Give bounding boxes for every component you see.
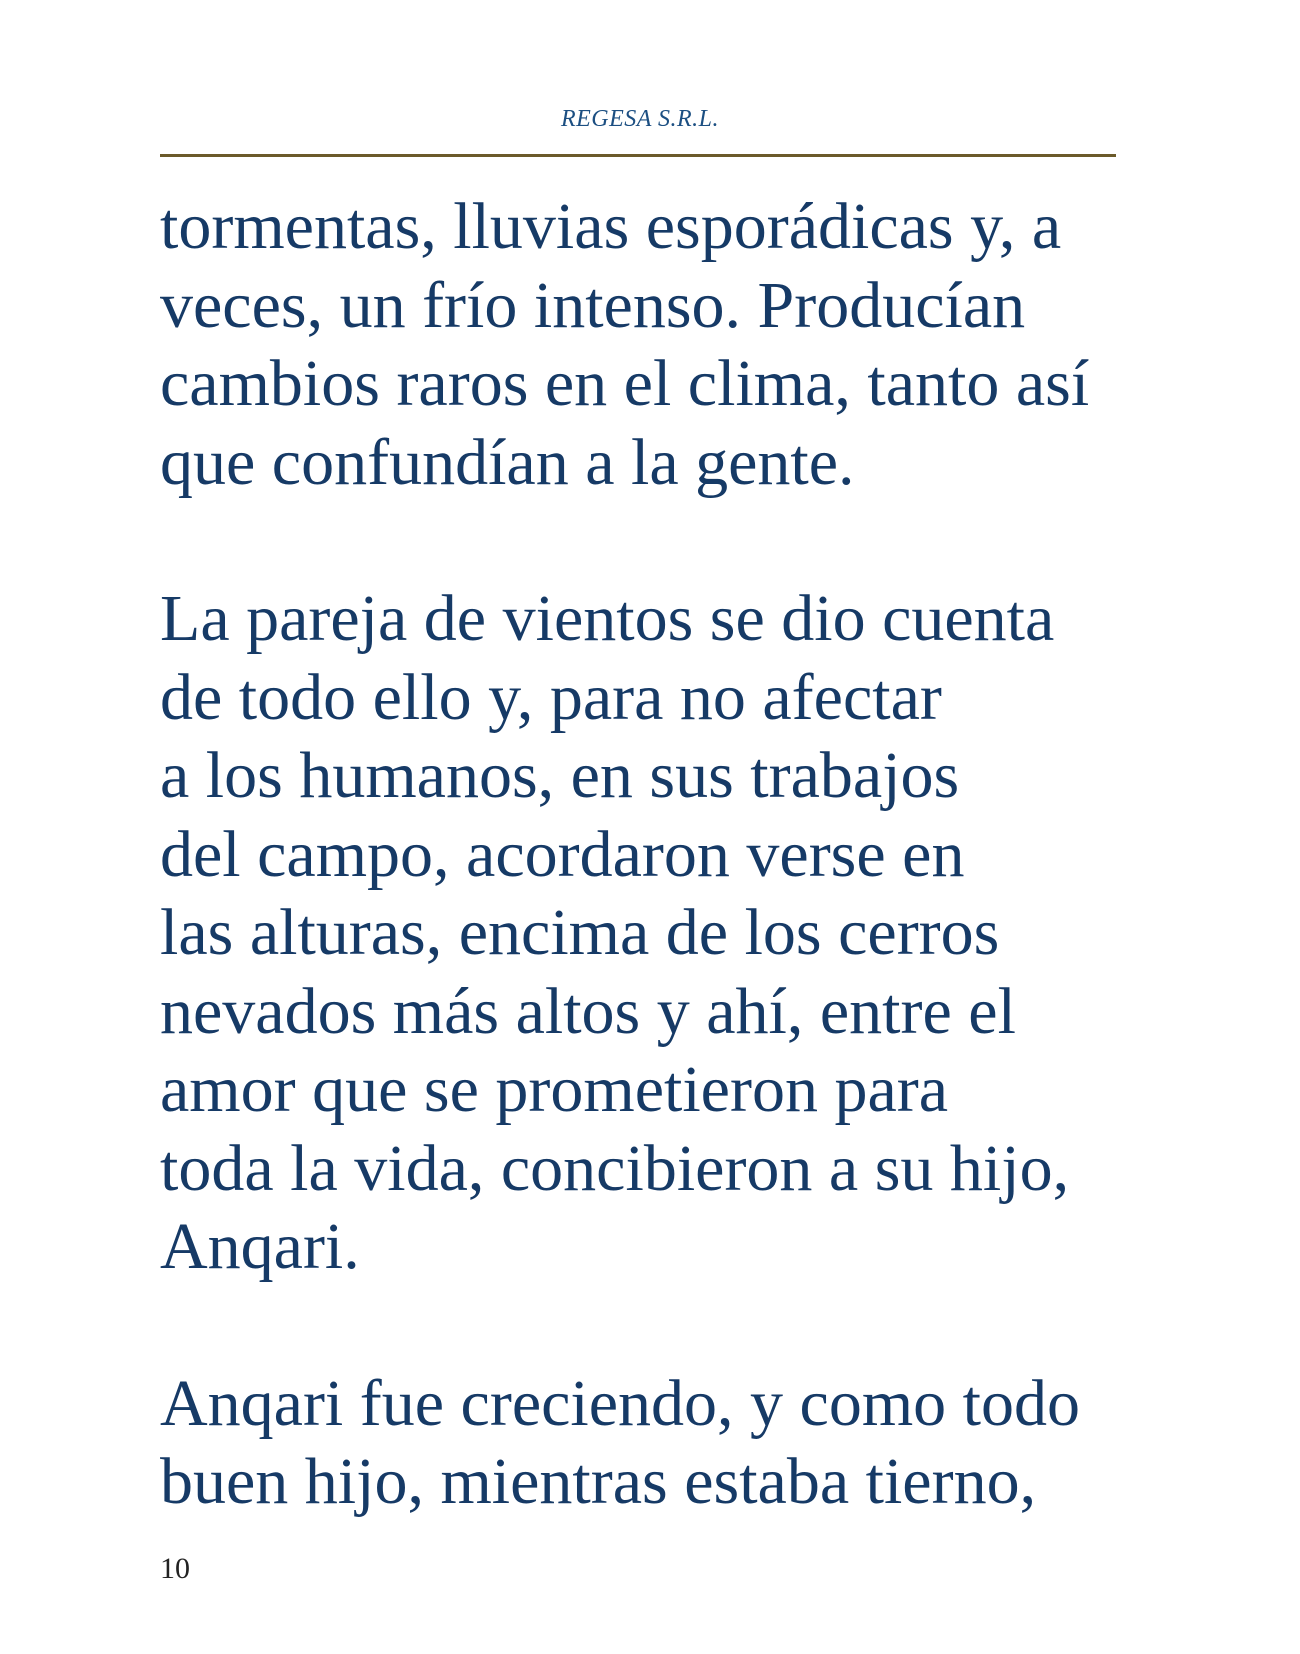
text-line: tormentas, lluvias esporádicas y, a xyxy=(160,190,1062,263)
header-divider xyxy=(160,154,1116,157)
text-line: nevados más altos y ahí, entre el xyxy=(160,974,1016,1048)
text-line: buen hijo, mientras estaba tierno, xyxy=(160,1445,1037,1518)
text-line: La pareja de vientos se dio cuenta xyxy=(160,582,1055,655)
text-line: toda la vida, concibieron a su hijo, xyxy=(160,1131,1070,1205)
paragraph xyxy=(160,580,1120,1287)
page-number: 10 xyxy=(160,1552,190,1585)
text-line: que confundían a la gente. xyxy=(160,425,855,499)
running-header: REGESA S.R.L. xyxy=(560,106,720,132)
paragraph xyxy=(160,188,1120,502)
text-line: cambios raros en el clima, tanto así xyxy=(160,347,1090,420)
text-line: las alturas, encima de los cerros xyxy=(160,896,1000,969)
text-line: Anqari. xyxy=(160,1210,360,1283)
text-line: del campo, acordaron verse en xyxy=(160,817,965,891)
paragraph xyxy=(160,1365,1120,1522)
text-line: veces, un frío intenso. Producían xyxy=(160,268,1026,342)
text-line: a los humanos, en sus trabajos xyxy=(160,739,960,812)
text-line: amor que se prometieron para xyxy=(160,1053,949,1126)
text-line: de todo ello y, para no afectar xyxy=(160,660,942,734)
body-text xyxy=(160,188,1120,1600)
text-line: Anqari fue creciendo, y como todo xyxy=(160,1366,1081,1440)
